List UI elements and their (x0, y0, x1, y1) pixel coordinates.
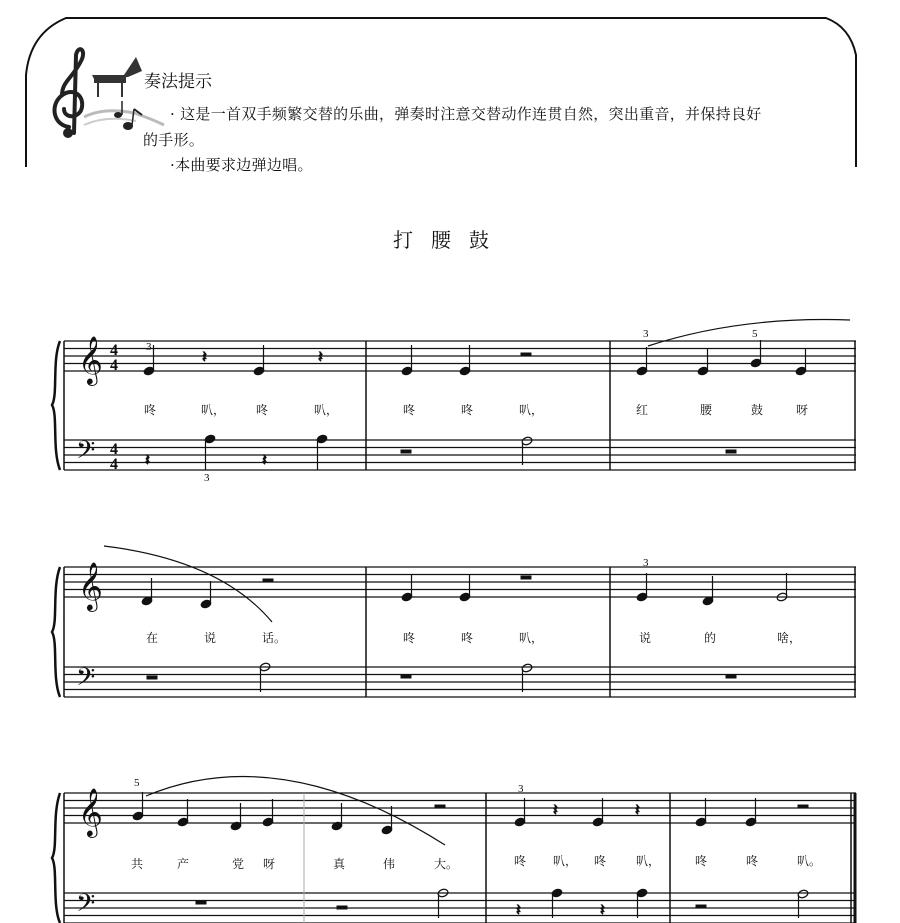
bass-clef-icon: 𝄢 (76, 889, 96, 923)
svg-text:红: 红 (636, 403, 649, 417)
svg-text:咚: 咚 (746, 854, 759, 868)
fingering: 3 (643, 328, 649, 340)
bass-clef-icon: 𝄢 (76, 436, 96, 471)
svg-text:𝄽: 𝄽 (600, 900, 605, 919)
svg-text:咚: 咚 (403, 631, 416, 645)
time-signature-bottom: 4 (110, 357, 118, 374)
svg-text:呀: 呀 (796, 403, 809, 417)
svg-text:共: 共 (131, 857, 144, 871)
svg-text:𝄽: 𝄽 (635, 800, 640, 819)
svg-text:大。: 大。 (434, 857, 459, 871)
svg-text:呀: 呀 (263, 857, 276, 871)
svg-text:鼓: 鼓 (751, 403, 764, 417)
svg-text:啥，: 啥， (777, 631, 802, 645)
system-2-notes (104, 546, 788, 692)
svg-text:党: 党 (232, 857, 245, 871)
time-signature-top: 4 (110, 342, 118, 359)
time-signature-bottom-bass: 4 (110, 456, 118, 473)
song-title: 打腰鼓 (393, 228, 507, 252)
svg-text:叭。: 叭。 (797, 854, 822, 868)
svg-text:𝄽: 𝄽 (516, 900, 521, 919)
system-3-notes (132, 777, 809, 919)
svg-text:𝄽: 𝄽 (318, 347, 323, 366)
svg-text:𝄽: 𝄽 (262, 450, 267, 469)
fingering: 3 (518, 783, 524, 795)
fingering: 3 (643, 557, 649, 569)
treble-clef-icon: 𝄞 (78, 787, 103, 836)
tip-title: 奏法提示 (144, 72, 212, 92)
svg-text:叭，: 叭， (201, 403, 226, 417)
svg-text:咚: 咚 (514, 854, 527, 868)
time-signature-top-bass: 4 (110, 441, 118, 458)
fingering: 5 (134, 777, 140, 789)
fingering: 3 (204, 472, 210, 484)
lyrics-system-1 (144, 402, 808, 417)
svg-text:叭，: 叭， (519, 403, 544, 417)
svg-text:咚: 咚 (144, 403, 157, 417)
tip-line-1: · 这是一首双手频繁交替的乐曲，弹奏时注意交替动作连贯自然，突出重音，并保持良好 (170, 105, 762, 123)
lyrics-system-3 (131, 854, 821, 871)
svg-text:伟: 伟 (383, 857, 396, 871)
svg-text:𝄽: 𝄽 (202, 347, 207, 366)
svg-text:腰: 腰 (700, 403, 713, 417)
fingering: 3 (146, 341, 152, 353)
tip-line-2: ·本曲要求边弹边唱。 (170, 156, 313, 174)
svg-text:叭，: 叭， (553, 854, 578, 868)
svg-text:咚: 咚 (594, 854, 607, 868)
svg-text:的: 的 (704, 631, 717, 645)
svg-text:叭，: 叭， (314, 403, 339, 417)
svg-text:叭，: 叭， (636, 854, 661, 868)
svg-text:产: 产 (177, 857, 190, 871)
svg-text:说: 说 (639, 631, 652, 645)
svg-text:𝄽: 𝄽 (553, 800, 558, 819)
treble-clef-icon: 𝄞 (78, 561, 103, 610)
svg-text:咚: 咚 (461, 403, 474, 417)
tip-line-1-cont: 的手形。 (143, 131, 205, 149)
svg-text:咚: 咚 (695, 854, 708, 868)
lyrics-system-2 (146, 630, 801, 645)
svg-text:真: 真 (333, 857, 346, 871)
svg-text:咚: 咚 (256, 403, 269, 417)
svg-text:𝄽: 𝄽 (145, 450, 150, 469)
svg-text:叭，: 叭， (519, 631, 544, 645)
svg-text:说: 说 (204, 631, 217, 645)
treble-clef-icon: 𝄞 (78, 335, 103, 384)
svg-text:在: 在 (146, 631, 159, 645)
fingering: 5 (752, 328, 758, 340)
svg-text:话。: 话。 (262, 631, 287, 645)
svg-text:咚: 咚 (403, 403, 416, 417)
svg-text:咚: 咚 (461, 631, 474, 645)
bass-clef-icon: 𝄢 (76, 663, 96, 698)
